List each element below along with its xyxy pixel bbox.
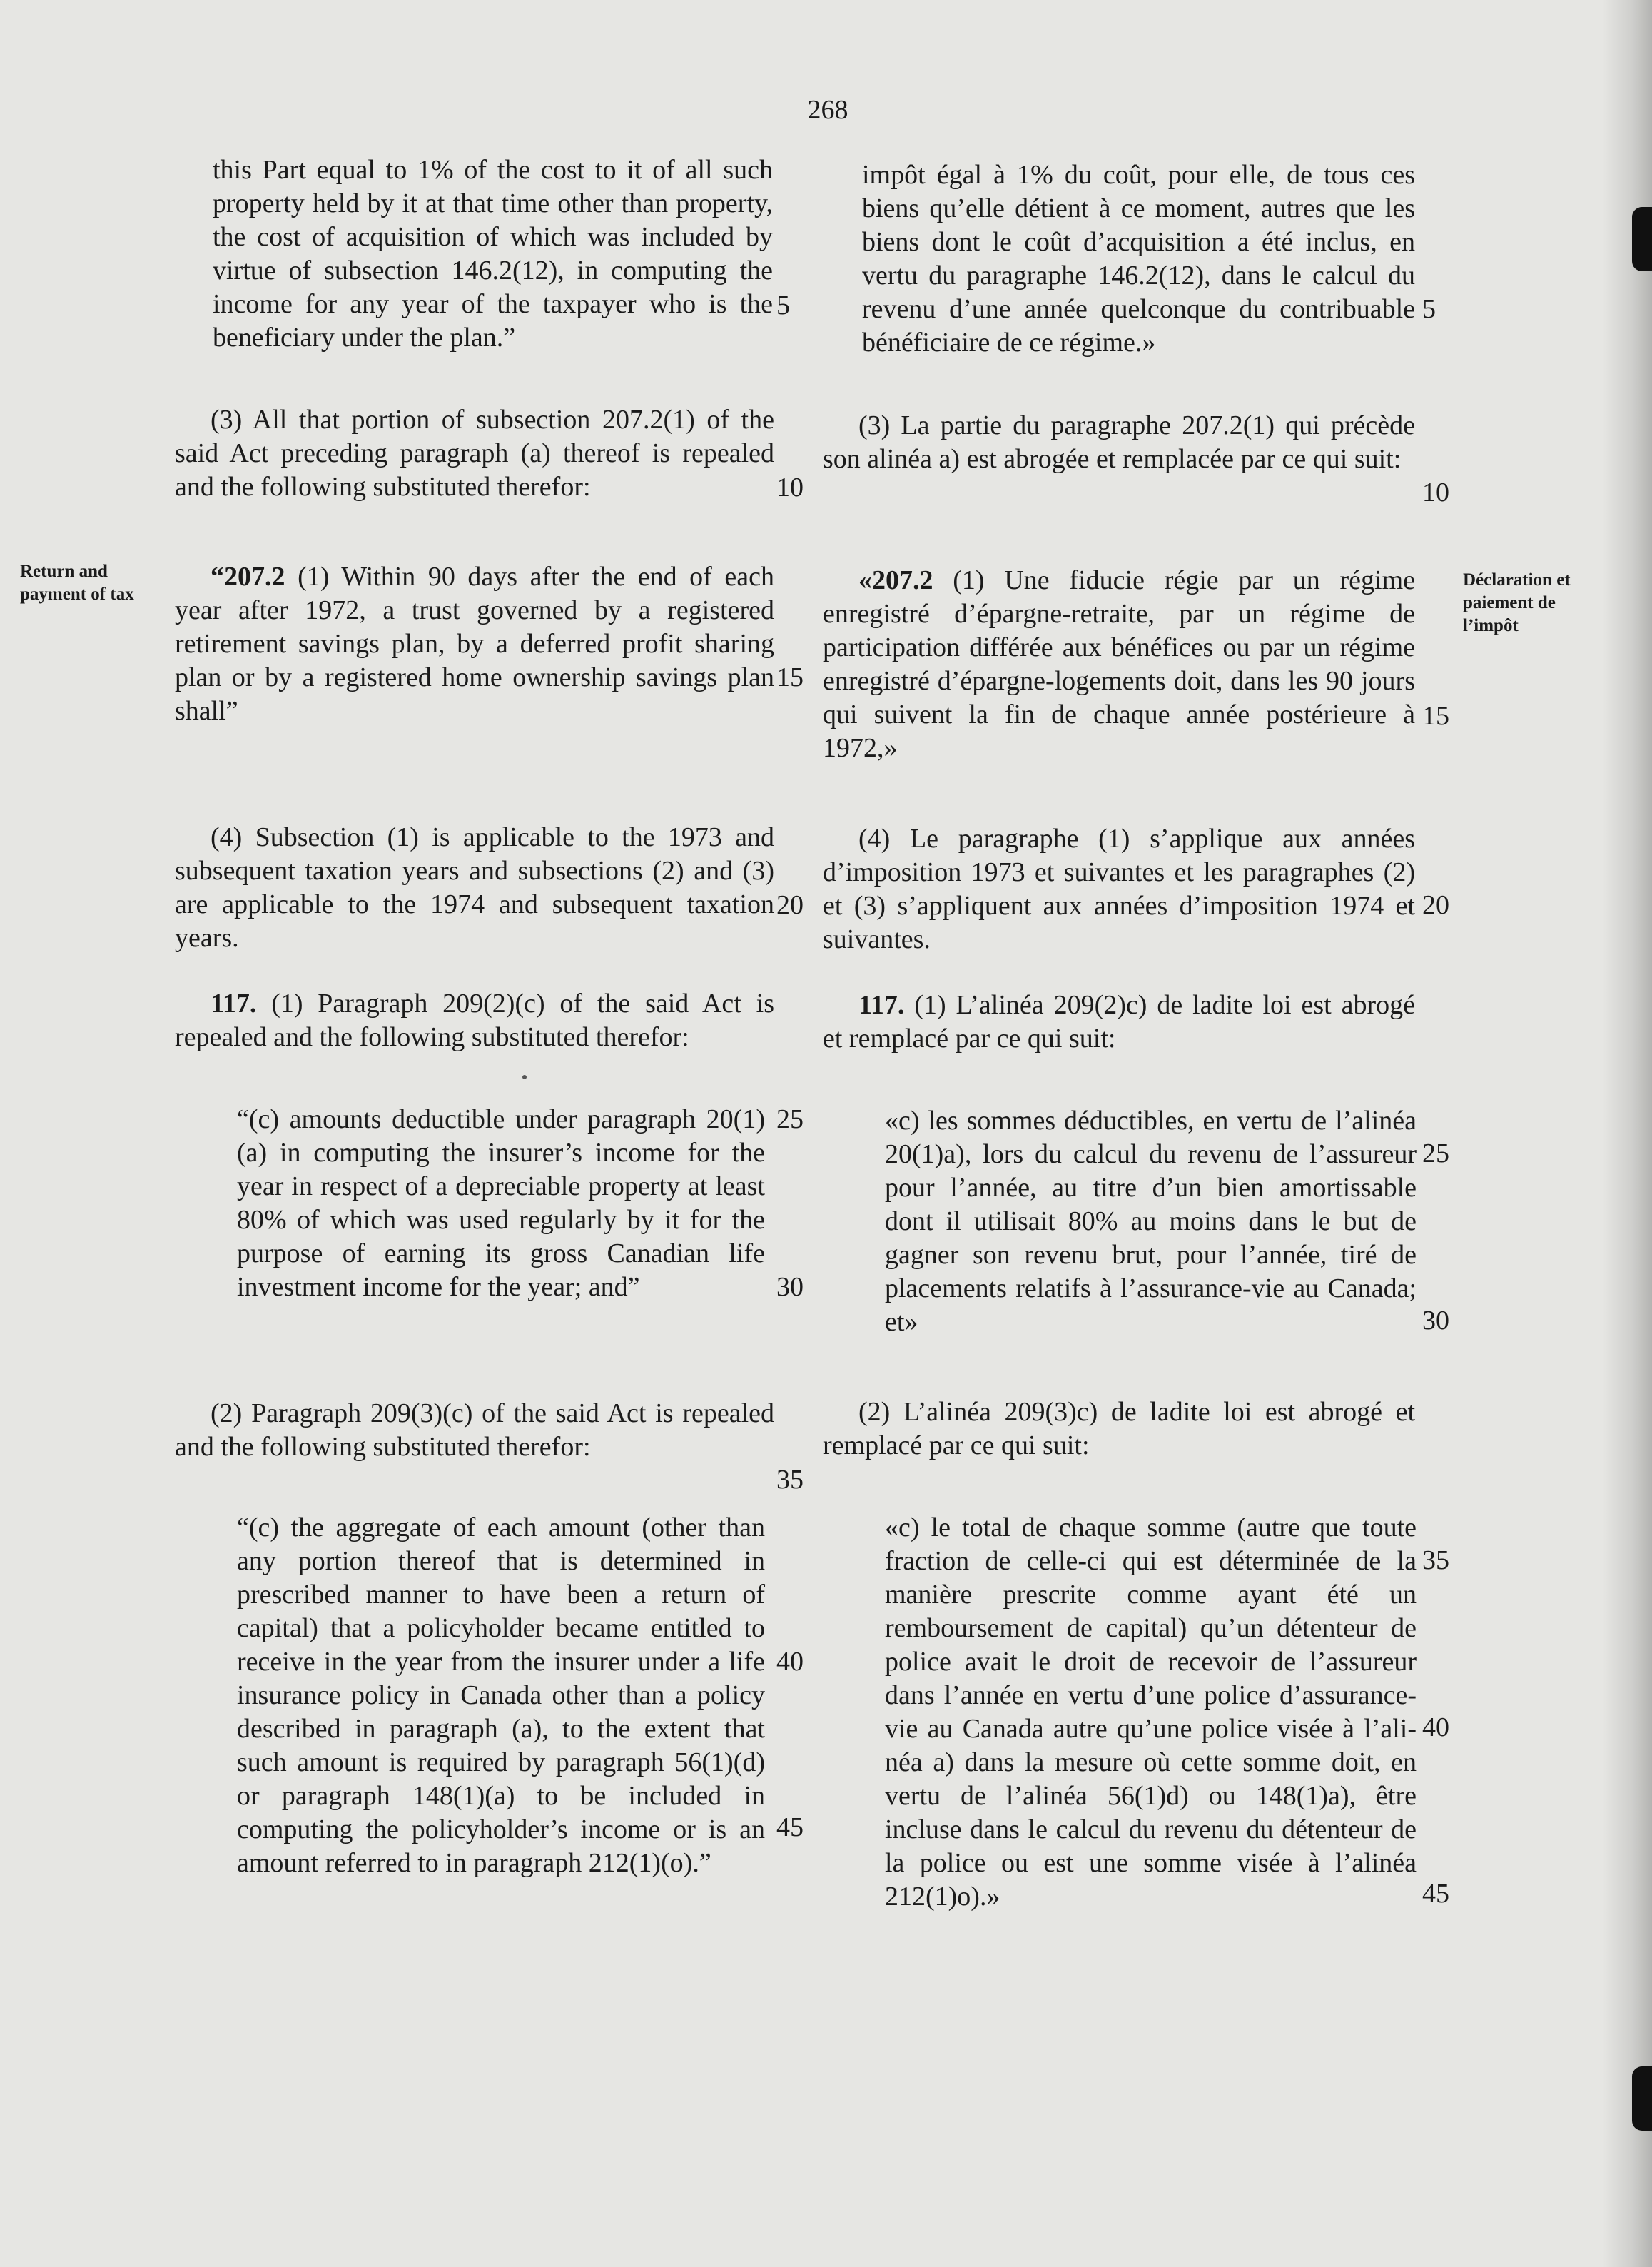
fr-paragraph-5	[823, 989, 1415, 1056]
en-section-number-117: 117.	[211, 989, 257, 1019]
fr-paragraph-7: (2) L’alinéa 209(3)c) de ladite loi est abrogé et remplacé par ce qui suit:	[823, 1397, 1415, 1460]
marginal-note-english: Return and payment of tax	[20, 562, 134, 604]
marginal-note-french: Déclaration et paiement de l’impôt	[1463, 570, 1571, 635]
en-quoted-paragraph-c-2: “(c) the aggregate of each amount (other than any portion thereof that is determined in prescribed manner to have been a return of capital) that a policyholder became entitled to receive in the year from the insurer under a life insurance policy in Canada other than a policy described in paragraph (a), to the extent that such amount is required by paragraph 56(1)(d) or paragraph 148(1)(a) to be included in computing the policyholder’s income or is an amount referred to in paragraph 212(1)(o).”	[237, 1513, 765, 1878]
fr-quoted-alinea-c-2: «c) le total de chaque somme (autre que toute fraction de celle-ci qui est déterminée de la manière prescrite comme ayant été un remboursement de capital) qu’un détenteur de police avait le droit de recevoir de l’assureur dans l’année en vertu d’une police d’assurance-vie au Canada autre qu’une police visée à l’alinéa a) dans la mesure où cette somme doit, en vertu de l’alinéa 56(1)d) ou 148(1)a), être incluse dans le calcul du revenu du détenteur de la police ou est une somme visée à l’alinéa 212(1)o).»	[885, 1513, 1417, 1912]
line-number-fr-10: 10	[1422, 478, 1449, 508]
line-number-en-25: 25	[776, 1104, 804, 1134]
line-number-fr-25: 25	[1422, 1138, 1449, 1168]
en-section-number-207-2: “207.2	[211, 562, 285, 592]
line-number-en-10: 10	[776, 473, 804, 503]
en-paragraph-5-text: (1) Paragraph 209(2)(c) of the said Act is repealed and the following substituted therefor:	[175, 989, 774, 1052]
line-number-fr-30: 30	[1422, 1306, 1449, 1336]
fr-quoted-alinea-c-1: «c) les sommes déductibles, en vertu de l’alinéa 20(1)a), lors du calcul du revenu de l’assureur pour l’année, au titre d’un bien amortissable dont il utilisait 80% au moins dans le but de gagner son revenu brut, pour l’année, tiré de placements relatifs à l’assurance-vie au Canada; et»	[885, 1106, 1417, 1337]
en-paragraph-3	[175, 560, 774, 728]
en-paragraph-2: (3) All that portion of subsection 207.2(1) of the said Act preceding paragraph (a) thereof is repealed and the following substituted therefor:	[175, 405, 774, 502]
line-number-fr-45: 45	[1422, 1879, 1449, 1909]
line-number-en-35: 35	[776, 1465, 804, 1495]
en-quoted-paragraph-c-1: “(c) amounts deductible under paragraph 20(1)(a) in computing the insurer’s income for the year in respect of a depreciable property at least 80% of which was used regularly by it for the purpose of earning its gross Canadian life investment income for the year; and”	[237, 1104, 765, 1302]
fr-paragraph-4: (4) Le paragraphe (1) s’applique aux années d’imposition 1973 et suivantes et les paragraphes (2) et (3) s’appliquent aux années d’imposition 1974 et suivantes.	[823, 824, 1415, 954]
line-number-en-40: 40	[776, 1647, 804, 1677]
line-number-en-45: 45	[776, 1812, 804, 1842]
line-number-en-15: 15	[776, 662, 804, 692]
line-number-fr-40: 40	[1422, 1712, 1449, 1742]
page-number: 268	[807, 95, 848, 125]
line-number-fr-20: 20	[1422, 890, 1449, 920]
line-number-en-5: 5	[776, 291, 790, 320]
en-paragraph-1: this Part equal to 1% of the cost to it of all such property held by it at that time other than property, the cost of acquisition of which was included by virtue of subsection 146.2(12), in computing the income for any year of the taxpayer who is the beneficiary under the plan.”	[213, 155, 773, 353]
line-number-en-30: 30	[776, 1272, 804, 1302]
en-paragraph-7: (2) Paragraph 209(3)(c) of the said Act is repealed and the following substituted therefor:	[175, 1398, 774, 1462]
fr-paragraph-3-text: (1) Une fiducie régie par un régime enregistré d’épargne-retraite, par un régime de participation différée aux bénéfices ou par un régime enregistré d’épargne-logements doit, dans les 90 jours qui suivent la fin de chaque année postérieure à 1972,»	[823, 565, 1415, 763]
fr-paragraph-3	[823, 564, 1415, 765]
line-number-fr-15: 15	[1422, 701, 1449, 731]
en-paragraph-4: (4) Subsection (1) is applicable to the 1973 and subsequent taxation years and subsections (2) and (3) are applicable to the 1974 and subsequent taxation years.	[175, 822, 774, 953]
binder-ring-bottom	[1632, 2066, 1652, 2131]
fr-paragraph-2: (3) La partie du paragraphe 207.2(1) qui précède son alinéa a) est abrogée et remplacée par ce qui suit:	[823, 410, 1415, 474]
fr-section-number-207-2: «207.2	[858, 565, 933, 595]
line-number-fr-5: 5	[1422, 294, 1436, 324]
fr-paragraph-1: impôt égal à 1% du coût, pour elle, de tous ces biens qu’elle détient à ce moment, autres que les biens dont le coût d’acquisition a été inclus, en vertu du paragraphe 146.2(12), dans le calcul du revenu d’une année quelconque du contribuable bénéficiaire de ce régime.»	[862, 160, 1415, 358]
scan-speck	[522, 1075, 527, 1079]
fr-section-number-117: 117.	[858, 990, 905, 1020]
line-number-en-20: 20	[776, 890, 804, 920]
binder-ring-top	[1632, 207, 1652, 271]
en-paragraph-3-text: (1) Within 90 days after the end of each year after 1972, a trust governed by a registered retirement savings plan, by a deferred profit sharing plan or by a registered home ownership savings plan shall”	[175, 562, 774, 726]
page-edge-shadow	[1602, 0, 1652, 2267]
en-paragraph-5	[175, 987, 774, 1054]
line-number-fr-35: 35	[1422, 1545, 1449, 1575]
fr-paragraph-5-text: (1) L’alinéa 209(2)c) de ladite loi est abrogé et remplacé par ce qui suit:	[823, 990, 1415, 1054]
